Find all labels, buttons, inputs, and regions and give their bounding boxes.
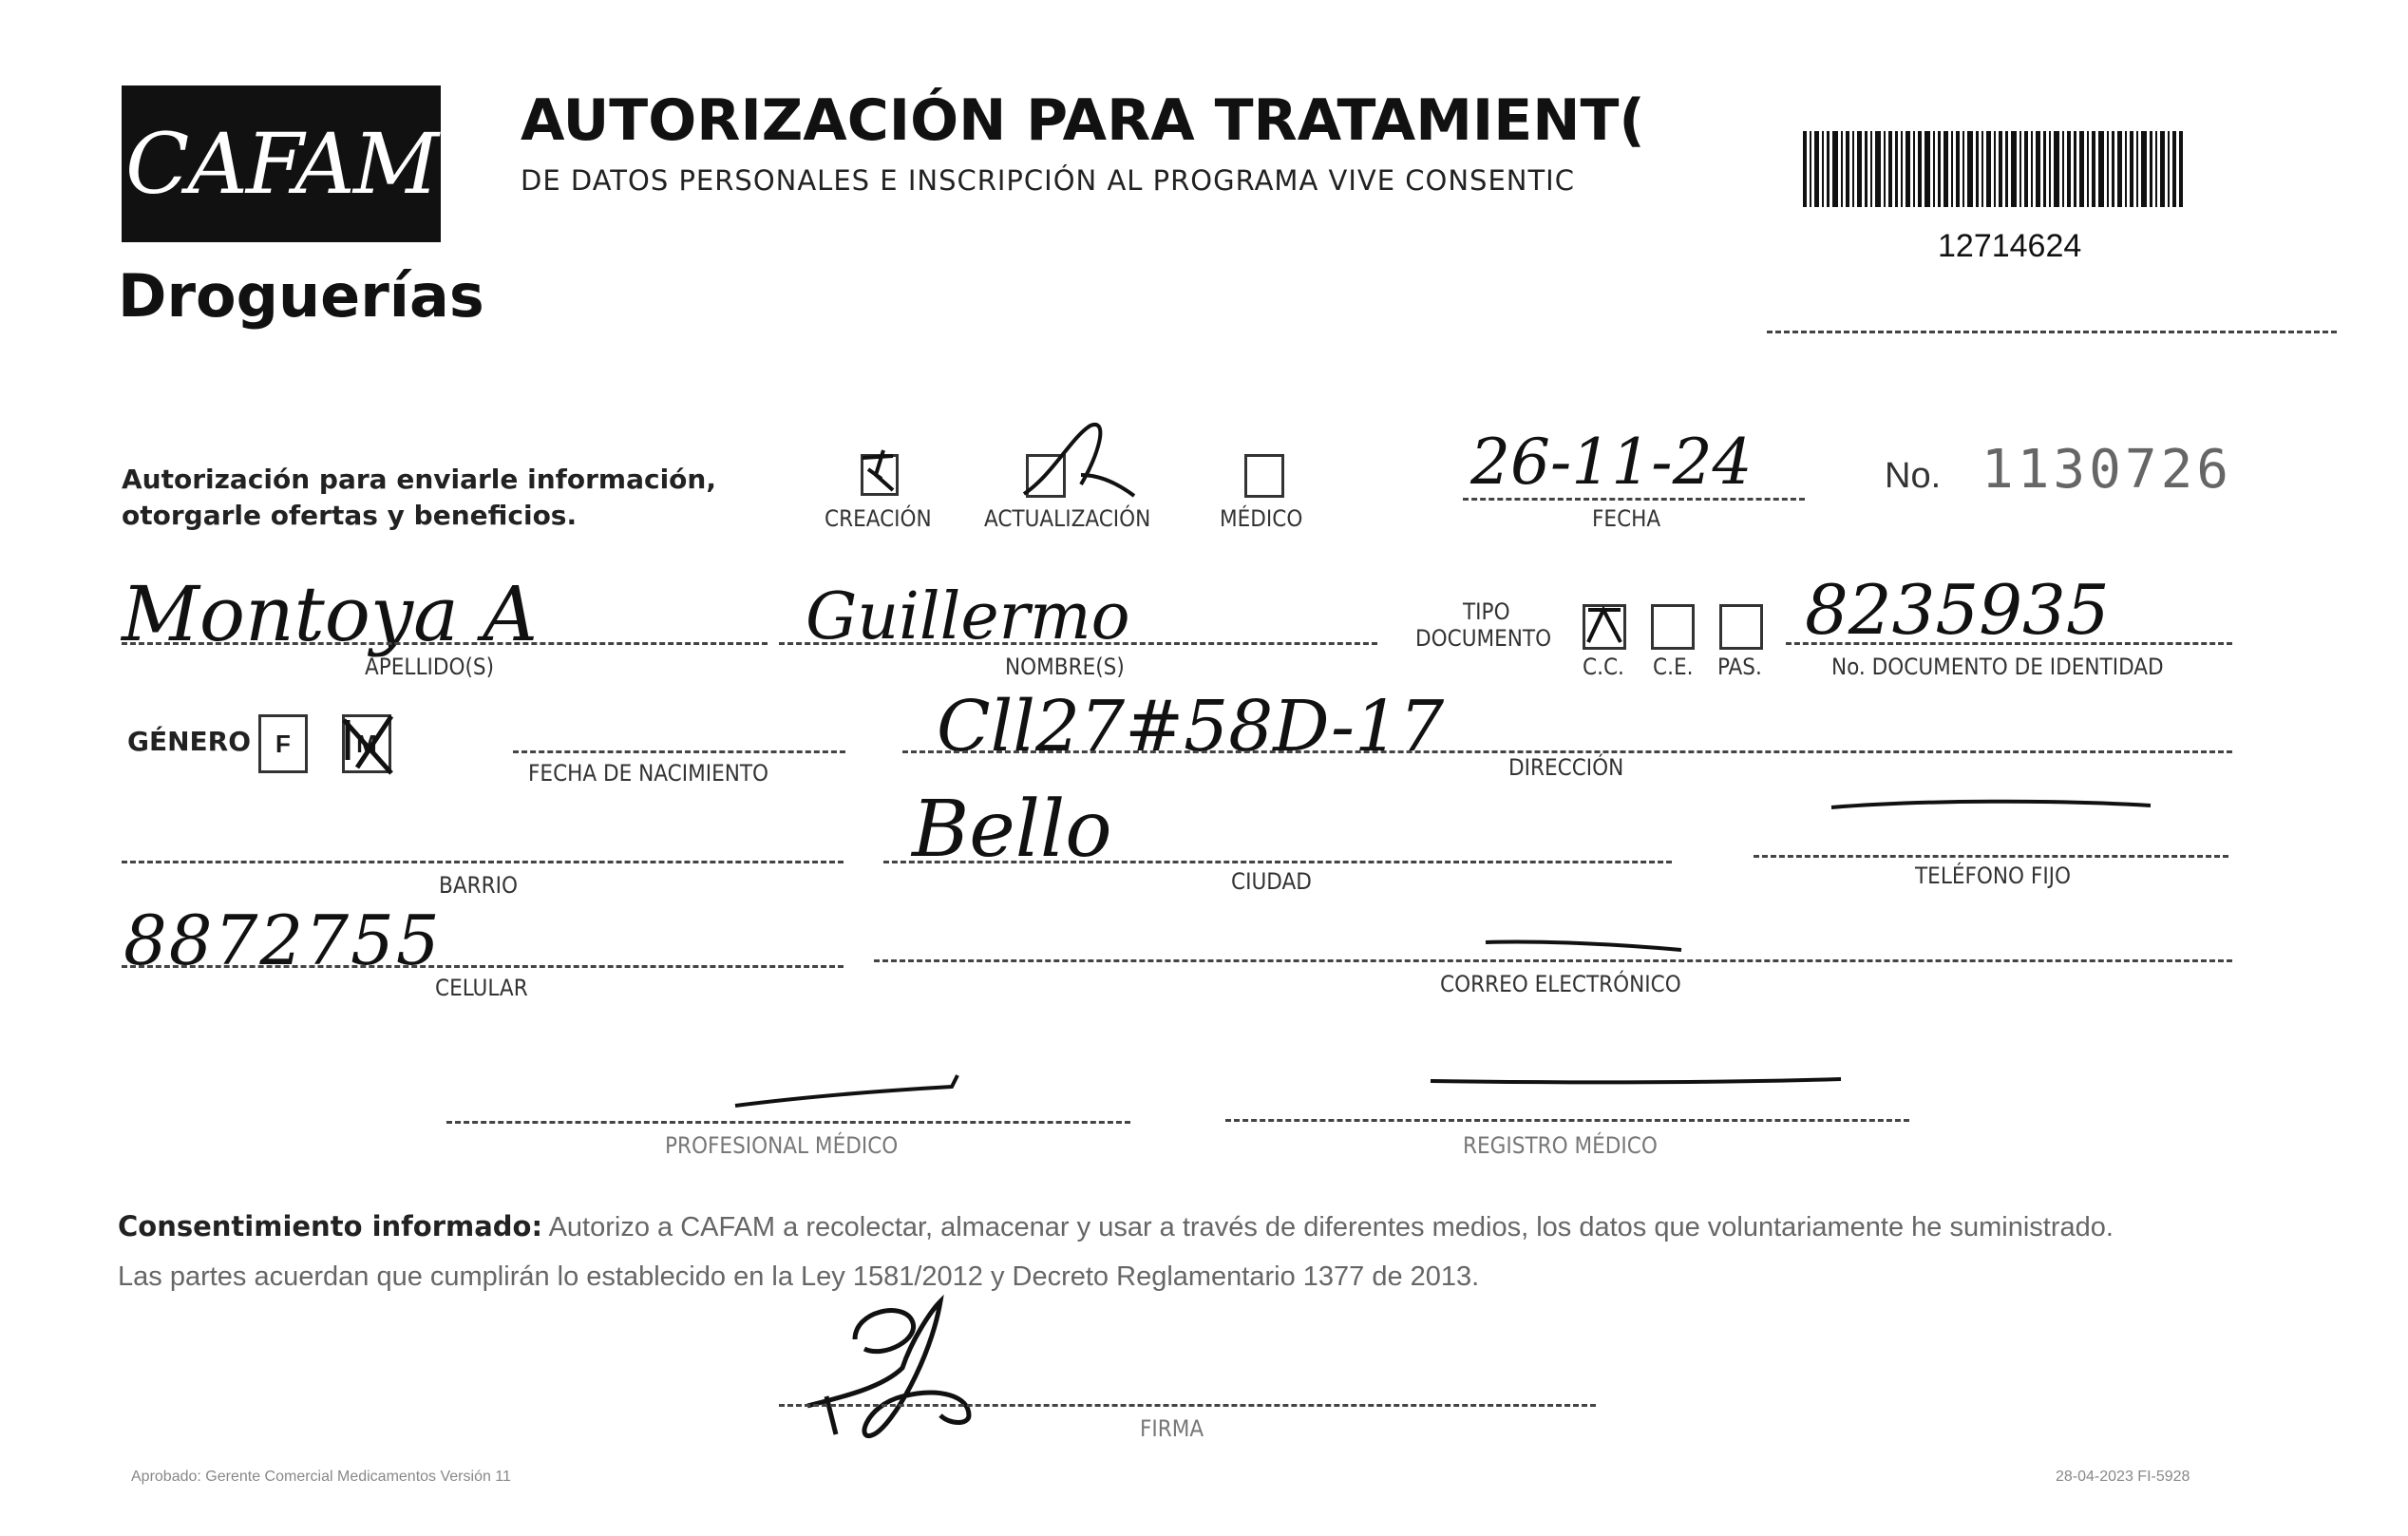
logo-text: CAFAM [125,115,437,213]
consent-text-2: Las partes acuerdan que cumplirán lo establecido en la Ley 1581/2012 y Decreto Reglamentario 1377 de 2013. [118,1261,1480,1292]
fecha-nacimiento-label: FECHA DE NACIMIENTO [528,760,769,787]
direccion-value[interactable]: Cll27#58D-17 [937,686,1445,768]
celular-value[interactable]: 8872755 [123,901,442,980]
cc-label: C.C. [1583,654,1624,680]
registro-label: REGISTRO MÉDICO [1463,1132,1658,1159]
footer-right: 28-04-2023 FI-5928 [2056,1469,2190,1485]
medico-label: MÉDICO [1220,505,1303,532]
cafam-logo [122,85,441,242]
ciudad-value[interactable]: Bello [912,785,1112,875]
profesional-line [446,1121,1130,1124]
direccion-label: DIRECCIÓN [1508,754,1624,781]
celular-label: CELULAR [435,975,528,1001]
pas-checkbox[interactable] [1719,604,1763,650]
telefono-strike-mark [1830,796,2152,815]
apellidos-line [122,642,768,645]
registro-line [1225,1119,1909,1122]
logo-subtitle: Droguerías [118,261,484,331]
ciudad-label: CIUDAD [1231,868,1312,895]
ce-checkbox[interactable] [1651,604,1695,650]
document-title: AUTORIZACIÓN PARA TRATAMIENT( [521,87,1645,154]
creacion-check-mark-icon [855,446,902,496]
celular-line [122,965,844,968]
consent-heading: Consentimiento informado: [118,1210,543,1242]
registro-strike-mark [1429,1073,1843,1089]
actualizacion-label: ACTUALIZACIÓN [984,505,1151,532]
fecha-value[interactable]: 26-11-24 [1470,426,1753,499]
intro-text [122,462,716,534]
apellidos-label: APELLIDO(S) [365,654,495,680]
fecha-label: FECHA [1592,505,1661,532]
genero-m-check-mark-icon [338,711,399,777]
medico-checkbox[interactable] [1244,454,1284,498]
actualizacion-check-mark-icon [1014,418,1147,503]
consent-text-1: Autorizo a CAFAM a recolectar, almacenar y usar a través de diferentes medios, los datos que voluntariamente he suministrado. [548,1212,2114,1242]
correo-strike-mark [1484,937,1683,956]
consent-line-1 [118,1202,2265,1252]
firma-line [779,1404,1596,1407]
direccion-line [902,750,2232,753]
barcode-icon [1803,131,2183,207]
barrio-label: BARRIO [439,872,518,899]
documento-value[interactable]: 8235935 [1805,570,2110,650]
documento-line [1786,642,2232,645]
fecha-nacimiento-line [513,750,845,753]
genero-label: GÉNERO [127,726,252,757]
consent-text [118,1202,2265,1301]
telefono-label: TELÉFONO FIJO [1915,863,2072,889]
tipo-documento-label-2: DOCUMENTO [1415,625,1552,652]
correo-label: CORREO ELECTRÓNICO [1440,971,1681,997]
creacion-label: CREACIÓN [825,505,932,532]
form-number: 1130726 [1981,439,2233,501]
profesional-strike-mark [733,1068,965,1109]
genero-m-label: M [356,729,377,758]
genero-f-checkbox[interactable] [258,714,308,773]
intro-line-2: otorgarle ofertas y beneficios. [122,500,578,531]
profesional-label: PROFESIONAL MÉDICO [665,1132,899,1159]
fecha-line [1463,498,1805,501]
cc-check-mark-icon [1583,604,1626,648]
footer-left: Aprobado: Gerente Comercial Medicamentos Versión 11 [131,1469,511,1485]
barcode-number: 12714624 [1938,228,2082,264]
nombres-label: NOMBRE(S) [1005,654,1125,680]
form-number-label: No. [1885,456,1942,496]
signature-image [798,1282,1026,1444]
correo-line [874,959,2232,962]
telefono-line [1754,855,2228,858]
firma-label: FIRMA [1140,1415,1204,1442]
barrio-line [122,861,844,863]
pas-label: PAS. [1717,654,1762,680]
nombres-line [779,642,1377,645]
ciudad-line [883,861,1672,863]
document-subtitle: DE DATOS PERSONALES E INSCRIPCIÓN AL PROGRAMA VIVE CONSENTIC [521,164,1575,197]
intro-line-1: Autorización para enviarle información, [122,464,716,495]
nombres-value[interactable]: Guillermo [806,579,1130,654]
genero-f-label: F [275,729,291,758]
ce-label: C.E. [1653,654,1694,680]
tipo-documento-label-1: TIPO [1463,598,1510,625]
header-divider [1767,331,2337,333]
apellidos-value[interactable]: Montoya A [122,570,539,658]
documento-label: No. DOCUMENTO DE IDENTIDAD [1831,654,2164,680]
